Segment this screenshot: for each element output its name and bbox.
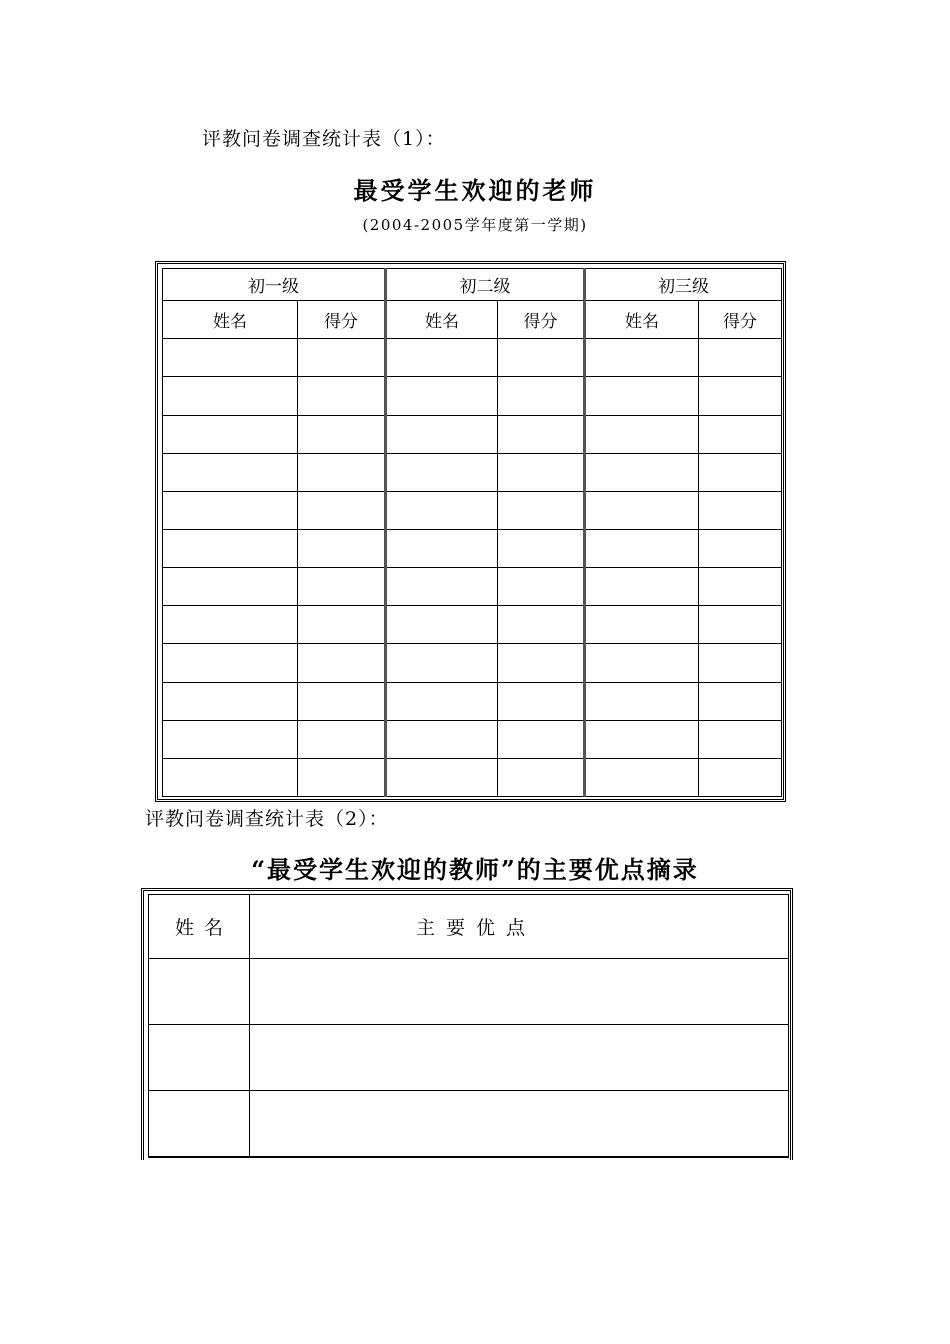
score-cell [699,377,782,415]
name-cell [386,529,498,567]
score-cell [699,568,782,606]
section2-heading: 评教问卷调查统计表（2）： [145,808,389,830]
score-cell [298,339,386,377]
table-row [149,1091,789,1158]
name-cell [386,606,498,644]
column-header-merits: 主要优点 [250,895,789,959]
table-row [149,1025,789,1091]
score-cell [699,415,782,453]
column-header-row [163,301,782,339]
name-cell [163,453,298,491]
section1-subtitle: (2004-2005学年度第一学期) [362,216,588,234]
score-cell [699,339,782,377]
name-cell [163,377,298,415]
name-cell [386,720,498,758]
name-cell [386,339,498,377]
column-header-name: 姓名 [386,301,498,339]
name-cell [163,415,298,453]
table-row [163,453,782,491]
score-cell [498,453,585,491]
name-cell [386,644,498,682]
score-cell [298,720,386,758]
score-cell [699,644,782,682]
name-cell [585,377,699,415]
name-cell [149,1025,250,1091]
column-header-name: 姓名 [149,895,250,959]
name-cell [386,568,498,606]
name-cell [149,1091,250,1158]
table-row [163,529,782,567]
name-cell [585,758,699,796]
table-row [163,682,782,720]
name-cell [163,720,298,758]
name-cell [163,529,298,567]
score-cell [498,491,585,529]
name-cell [386,415,498,453]
score-cell [298,644,386,682]
name-cell [163,758,298,796]
column-header-score: 得分 [498,301,585,339]
teacher-score-table [162,268,782,797]
name-cell [585,568,699,606]
score-cell [298,682,386,720]
section2-title: “最受学生欢迎的教师”的主要优点摘录 [251,855,699,884]
table-row [163,644,782,682]
score-cell [699,453,782,491]
score-cell [498,720,585,758]
merits-header-row [149,895,789,959]
table-row [163,377,782,415]
name-cell [585,415,699,453]
table-row [163,758,782,796]
score-cell [699,529,782,567]
score-cell [699,720,782,758]
score-cell [699,682,782,720]
score-cell [298,415,386,453]
score-cell [498,682,585,720]
table-row [163,720,782,758]
name-cell [585,606,699,644]
column-header-name: 姓名 [163,301,298,339]
name-cell [585,339,699,377]
table-row [163,568,782,606]
section1-heading: 评教问卷调查统计表（1）： [202,128,446,150]
score-cell [498,415,585,453]
table-row [163,415,782,453]
column-header-score: 得分 [298,301,386,339]
merits-cell [250,1025,789,1091]
name-cell [386,758,498,796]
name-cell [386,453,498,491]
name-cell [163,682,298,720]
name-cell [163,339,298,377]
score-cell [298,529,386,567]
name-cell [163,606,298,644]
score-cell [498,758,585,796]
merits-table-frame [141,888,793,1160]
grade-header-row [163,269,782,301]
name-cell [163,568,298,606]
score-cell [699,491,782,529]
section1-title: 最受学生欢迎的老师 [353,176,597,205]
teacher-score-table-frame [155,261,786,802]
merits-cell [250,1091,789,1158]
score-cell [498,606,585,644]
score-cell [699,606,782,644]
score-cell [498,644,585,682]
table-row [163,491,782,529]
score-cell [498,568,585,606]
name-cell [585,529,699,567]
score-cell [699,758,782,796]
score-cell [298,453,386,491]
grade-header: 初一级 [163,269,386,301]
column-header-score: 得分 [699,301,782,339]
merits-table [148,894,789,1158]
score-cell [298,606,386,644]
score-cell [298,491,386,529]
name-cell [585,491,699,529]
table-row [149,959,789,1025]
table-row [163,339,782,377]
name-cell [163,491,298,529]
score-cell [498,529,585,567]
name-cell [386,491,498,529]
grade-header: 初二级 [386,269,585,301]
name-cell [585,644,699,682]
column-header-name: 姓名 [585,301,699,339]
name-cell [585,453,699,491]
name-cell [585,682,699,720]
score-cell [498,339,585,377]
name-cell [386,682,498,720]
score-cell [298,377,386,415]
table-row [163,606,782,644]
score-cell [298,568,386,606]
name-cell [163,644,298,682]
grade-header: 初三级 [585,269,782,301]
name-cell [386,377,498,415]
name-cell [585,720,699,758]
score-cell [298,758,386,796]
merits-cell [250,959,789,1025]
score-cell [498,377,585,415]
name-cell [149,959,250,1025]
